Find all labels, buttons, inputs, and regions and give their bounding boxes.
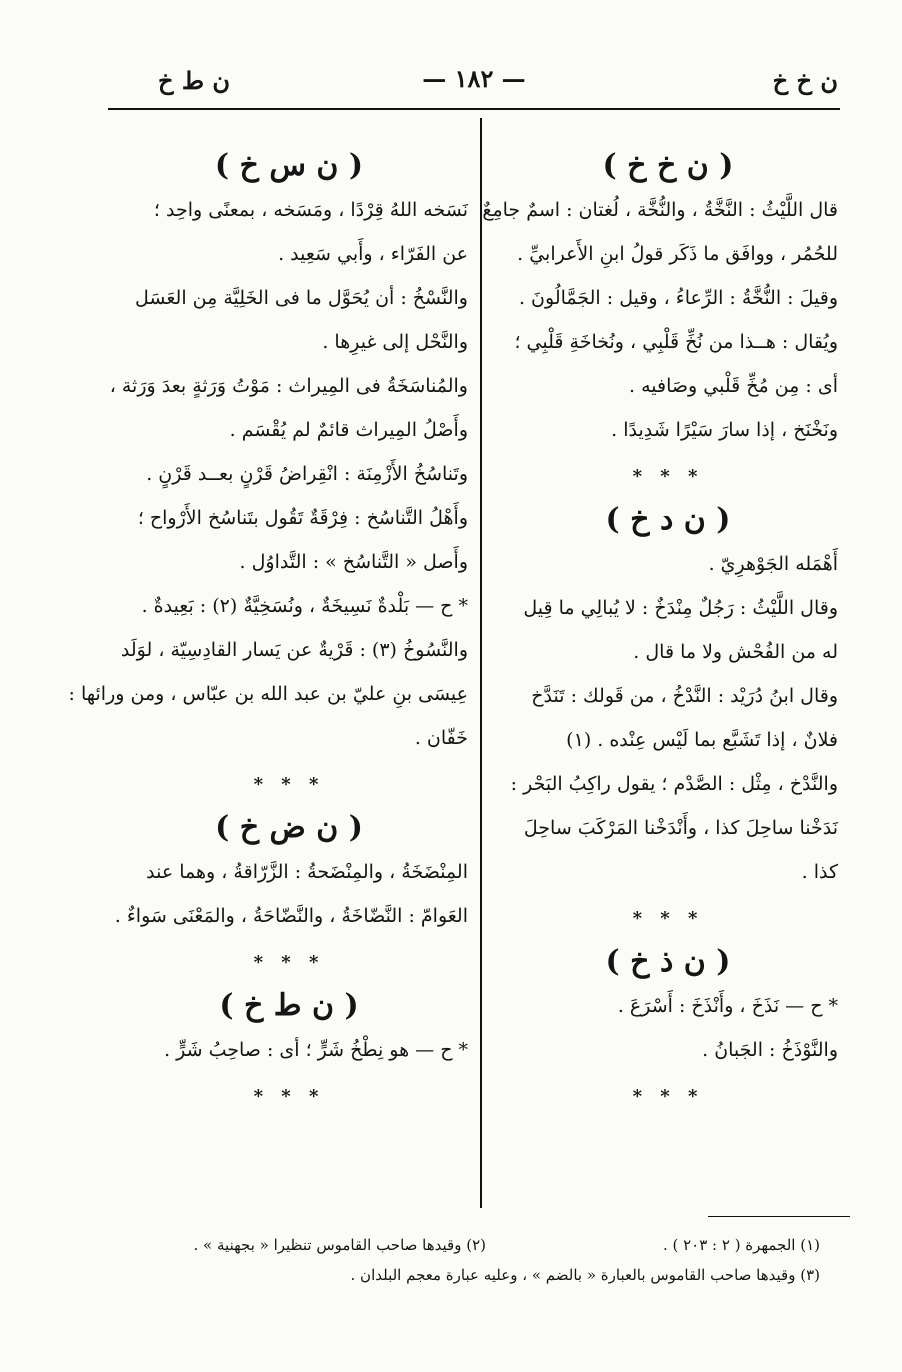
text-line: والنَّسْخُ : أن يُحَوَّل ما فى الخَلِيَّة مِن العَسَل [135,287,468,309]
footnote-2: (٢) وقيدها صاحب القاموس تنظيرا « بجهنية » . [193,1236,486,1254]
text-line: وأَهْلُ التَّناسُخ : فِرْقَةٌ تَقُول بتَناسُخ الأَرْواح ؛ [137,507,468,529]
text-line: والنَّحْل إلى غيرِها . [322,331,468,353]
entry-heading: ( ن س خ ) [214,148,364,183]
text-line: والنَّسُوخُ (٣) : قَرْيةٌ عن يَسار القادِسِيّة ، لوَلَد [120,639,468,661]
text-line: * ح — نَذَخَ ، وأَنْذَخَ : أَسْرَعَ . [617,995,838,1017]
text-line: أى : مِن مُخِّ قَلْبي وصَافيه . [629,375,838,397]
text-line: خَفّان . [414,727,468,749]
text-line: * ح — بَلْدةٌ نَسِيخَةٌ ، ونُسَخِيَّةٌ (٢) : بَعِيدةٌ . [141,595,468,617]
text-line: المِنْضَخَةُ ، والمِنْضَحةُ : الزَّرّاقةُ ، وهما عند [146,861,468,883]
text-line: وتَناسُخُ الأَزْمِنَة : انْقِراضُ قَرْنٍ بعــد قَرْنٍ . [146,463,468,485]
entry-heading: ( ن ط خ ) [219,988,359,1023]
header-rule [108,108,840,110]
footnote-1: (١) الجمهرة ( ٢ : ٢٠٣ ) . [662,1236,820,1254]
text-line: ونَخْنَخ ، إذا سارَ سَيْرًا شَدِيدًا . [611,419,838,441]
text-line: والنَّدْخ ، مِثْل : الصَّدْم ؛ يقول راكِبُ البَحْر : [510,773,838,795]
text-line: ويُقال : هــذا من نُخِّ قَلْبِي ، ونُخاخَةِ قَلْبِي ؛ [514,331,838,353]
footnote-3: (٣) وقيدها صاحب القاموس بالعبارة « بالضم » ، وعليه عبارة معجم البلدان . [350,1266,820,1284]
section-separator: * * * [253,952,325,973]
section-separator: * * * [632,908,704,929]
text-line: العَوامّ : النَّضّاخَةُ ، والنَّضّاحَةُ ، والمَعْنَى سَواءٌ . [114,905,468,927]
footnote-rule [708,1216,850,1217]
text-line: فلانٌ ، إذا تَشَبَّع بما لَيْس عِنْده . (١) [566,729,838,751]
text-line: له من الفُحْش ولا ما قال . [633,641,838,663]
text-line: وقيلَ : النُّخَّةُ : الرِّعاءُ ، وقيل : الجَمَّالُونَ . [518,287,838,309]
text-line: نَدَخْنا ساحِلَ كذا ، وأَنْدَخْنا المَرْكَبَ ساحِلَ [523,817,838,839]
right-column [482,142,838,1116]
text-line: وقال ابنُ دُرَيْد : النَّدْخُ ، من قَولك : تَنَدَّخ [531,685,838,707]
text-line: وأَصْلُ المِيراث قائمٌ لم يُقْسَم . [229,419,468,441]
section-separator: * * * [632,1086,704,1107]
section-separator: * * * [632,466,704,487]
text-line: أَهْمَله الجَوْهرِيّ . [708,553,838,575]
page-number: — ١٨٢ — [422,64,526,93]
text-line: عن الفَرّاء ، وأَبي سَعِيد . [278,243,468,265]
header-root-left: ن ط خ [158,66,231,95]
text-line: للحُمُر ، ووافَق ما ذَكَر قولُ ابنِ الأَعرابيِّ . [517,243,838,265]
text-line: كذا . [801,861,838,883]
text-line: * ح — هو نِطْخُ شَرٍّ ؛ أى : صاحِبُ شَرٍّ . [164,1039,468,1061]
entry-heading: ( ن ذ خ ) [605,944,731,979]
text-line: وأَصل « التَّناسُخ » : التَّداوُل . [239,551,468,573]
text-line: قال اللَّيْثُ : النَّخَّةُ ، والنُّخَّة ، لُغتان : اسمٌ جامِعٌ [482,199,838,221]
text-line: والمُناسَخَةُ فى المِيراث : مَوْتُ وَرَثةٍ بعدَ وَرَثة ، [109,375,468,397]
entry-heading: ( ن د خ ) [605,502,731,537]
text-line: وقال اللَّيْثُ : رَجُلٌ مِنْدَخٌ : لا يُبالِي ما قِيل [523,597,838,619]
page-header [110,60,838,110]
left-column [68,142,468,1116]
column-divider [480,118,482,1208]
section-separator: * * * [253,774,325,795]
header-root-right: ن خ خ [772,66,838,95]
text-line: نَسَخه اللهُ قِرْدًا ، ومَسَخه ، بمعنًى واحِد ؛ [153,199,468,221]
section-separator: * * * [253,1086,325,1107]
entry-heading: ( ن خ خ ) [602,148,734,183]
text-line: والنَّوْذَخُ : الجَبانُ . [702,1039,838,1061]
text-line: عِيسَى بنِ عليّ بن عبد الله بن عبّاس ، ومن ورائها : [68,683,468,705]
entry-heading: ( ن ض خ ) [215,810,363,845]
